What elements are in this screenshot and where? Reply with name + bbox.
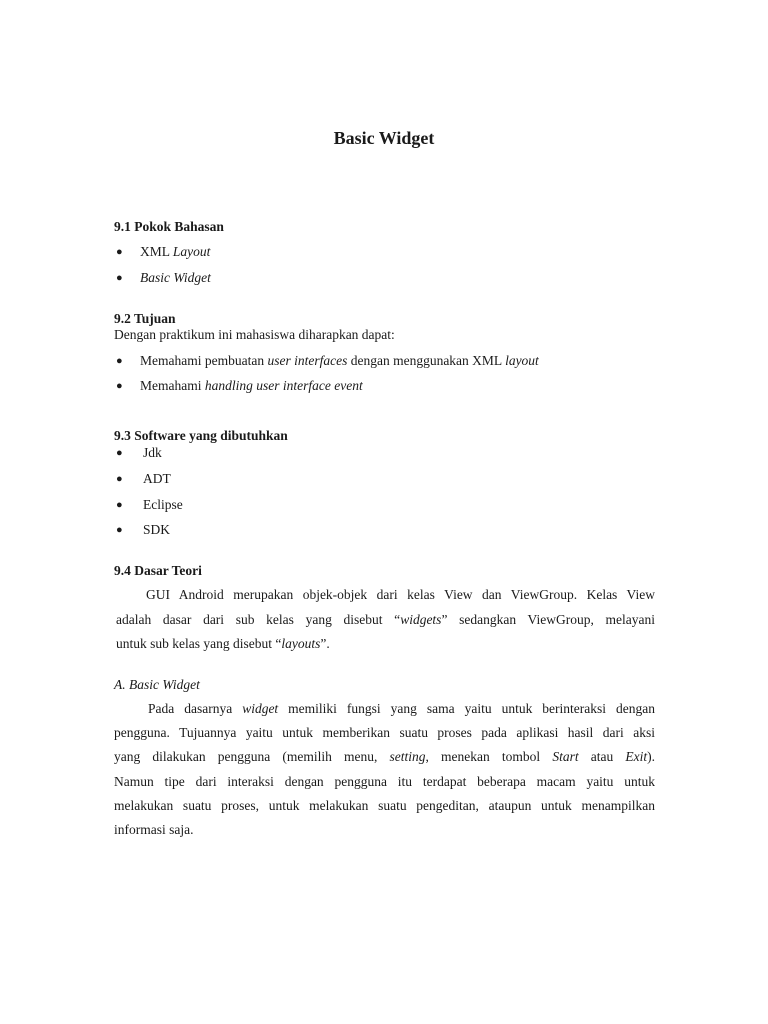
section-heading-9-4: 9.4 Dasar Teori [114,563,202,578]
list-item: Memahami handling user interface event [140,378,363,393]
list-item: Jdk [143,445,162,460]
paragraph-line: GUI Android merupakan objek-objek dari kelas View dan ViewGroup. Kelas View [146,587,655,602]
list-item: Memahami pembuatan user interfaces dengan menggunakan XML layout [140,353,539,368]
paragraph-line: Pada dasarnya widget memiliki fungsi yang sama yaitu untuk berinteraksi dengan [148,701,655,716]
bullet-icon: ● [116,499,123,511]
list-item: ADT [143,471,171,486]
paragraph-line: adalah dasar dari sub kelas yang disebut “widgets” sedangkan ViewGroup, melayani [116,612,655,627]
list-item: SDK [143,522,171,537]
section-heading-9-1: 9.1 Pokok Bahasan [114,219,224,234]
paragraph-line: untuk sub kelas yang disebut “layouts”. [116,636,330,651]
bullet-icon: ● [116,447,123,459]
bullet-icon: ● [116,272,123,284]
section-heading-9-3: 9.3 Software yang dibutuhkan [114,428,288,443]
bullet-icon: ● [116,355,123,367]
section-heading-9-2: 9.2 Tujuan [114,311,176,326]
bullet-icon: ● [116,380,123,392]
bullet-icon: ● [116,524,123,536]
paragraph-line: melakukan suatu proses, untuk melakukan suatu pengeditan, ataupun untuk menampilkan [114,798,655,813]
subsection-heading-a: A. Basic Widget [114,677,200,692]
list-item: Eclipse [143,497,183,512]
paragraph-line: yang dilakukan pengguna (memilih menu, setting, menekan tombol Start atau Exit). [114,749,655,764]
paragraph-line: pengguna. Tujuannya yaitu untuk memberikan suatu proses pada aplikasi hasil dari aksi [114,725,655,740]
list-item: XML Layout [140,244,211,259]
paragraph-line: informasi saja. [114,822,194,837]
bullet-icon: ● [116,246,123,258]
bullet-icon: ● [116,473,123,485]
document-title: Basic Widget [333,128,435,148]
section-intro: Dengan praktikum ini mahasiswa diharapkan dapat: [114,327,395,342]
paragraph-line: Namun tipe dari interaksi dengan pengguna itu terdapat beberapa macam yaitu untuk [114,774,655,789]
list-item: Basic Widget [140,270,211,285]
